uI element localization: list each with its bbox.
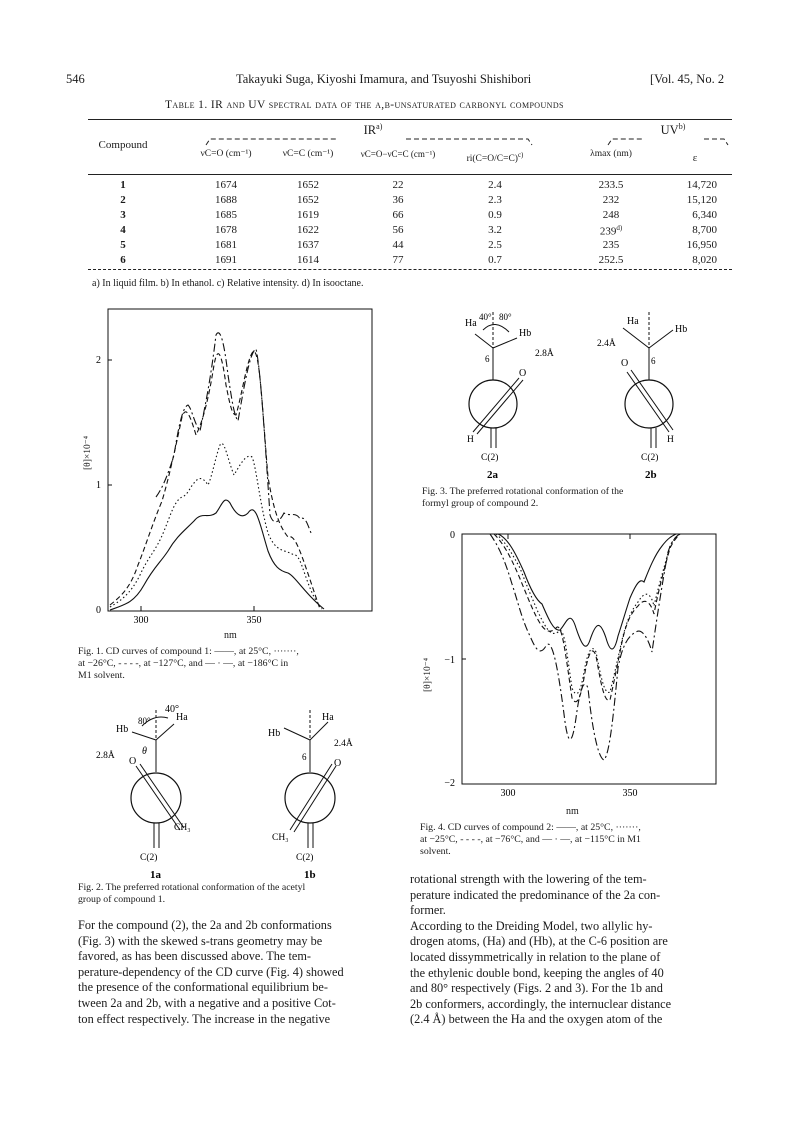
fig3-label-2a: 2a [487,469,498,480]
svg-text:Hb: Hb [268,728,281,739]
fig4-xtick-300: 300 [500,788,516,799]
fig1-xtick-300: 300 [133,615,149,626]
col-header-2: νC=C (cm⁻¹) [282,149,334,159]
table-cell: 248 [602,209,620,221]
fig3-conformer-2b [597,312,687,480]
fig4-caption: Fig. 4. CD curves of compound 2: ——, at 25°C, ·······, at −25°C, - - - -, at −76°C, and — · —, at −115°C in M1 solvent. [420,822,641,857]
table-cell: 15,120 [686,194,717,206]
fig3-label-2b: 2b [645,469,657,480]
svg-text:O: O [334,758,342,769]
fig2-diagram [84,700,394,878]
svg-text:O: O [519,368,527,379]
col-compound: Compound [98,139,148,151]
svg-text:θ: θ [142,746,147,757]
fig1-curve-minus127C [110,351,320,609]
table-cell: 2.3 [488,194,502,206]
fig4-xlabel: nm [566,806,579,817]
svg-text:2.4Å: 2.4Å [597,339,616,349]
svg-text:2.8Å: 2.8Å [96,751,115,761]
svg-text:C(2): C(2) [296,853,314,863]
fig1-curve-minus186C [156,333,312,535]
group-brace-lines [88,133,732,147]
svg-text:80°: 80° [499,312,512,322]
uv-footnote-marker: d) [616,224,623,232]
fig4-ytick-m2: −2 [444,778,455,789]
svg-text:H: H [667,435,674,445]
fig1-ytick-1: 1 [96,480,101,491]
body-text-right: rotational strength with the lowering of the tem- perature indicated the predominance of the 2a con- former. According to the Dreiding Model, two allylic hy- drogen atoms, (Ha) and (Hb), at the C-6 position are located dissymmetrically in relation to the plane of the ethylenic double bond, keeping the angles of 40 and 80° respectively (Figs. 2 and 3). For the 1b and 2b conformers, accordingly, the internuclear distance (2.4 Å) between the Ha and the oxygen atom of the [410,872,672,1027]
fig2-conformer-1b [268,710,353,878]
svg-text:Ha: Ha [465,318,477,329]
fig2-label-1a: 1a [150,869,161,878]
svg-text:40°: 40° [165,704,179,715]
table-cell: 1614 [297,254,319,266]
col-header-5: λmax (nm) [590,149,632,159]
page-number: 546 [66,72,85,86]
col-header-1: νC=O (cm⁻¹) [200,149,252,159]
fig4-ylabel: [θ]×10⁻⁴ [423,657,433,692]
table-cell: 2 [120,194,126,206]
fig4-xtick-350: 350 [622,788,638,799]
fig3-diagram [455,308,735,480]
svg-text:Ha: Ha [627,316,639,327]
table-cell: 1619 [297,209,319,221]
fig4-ytick-m1: −1 [444,655,455,666]
fig1-ytick-2: 2 [96,355,101,366]
table-cell: 8,020 [692,254,717,266]
group-ir: IR$^{a)}$ [363,122,383,138]
body-text-left: For the compound (2), the 2a and 2b conformations (Fig. 3) with the skewed s-trans geometry may be favored, as has been discussed above. The tem- perature-dependency of the CD curve (Fig. 4) showed the presence of the conformational equilibrium be- tween 2a and 2b, with a negative and a positive Cot- ton effect respectively. The increase in the negative [78,918,344,1026]
table-cell: 77 [392,254,404,266]
fig4-ytick-0: 0 [450,530,455,541]
fig1-curve-minus26C [110,443,322,609]
table-cell: 4 [120,224,126,236]
svg-text:H: H [467,435,474,445]
table-cell: 233.5 [598,179,624,191]
fig2-caption: Fig. 2. The preferred rotational conformation of the acetyl group of compound 1. [78,882,306,905]
table-cell: 239$^{d)}$ [599,224,623,238]
fig2-label-1b: 1b [304,869,316,878]
table-cell: 1652 [297,194,319,206]
fig2-conformer-1a [96,704,191,878]
fig1-xlabel: nm [224,630,237,641]
svg-text:6: 6 [485,354,490,364]
table-cell: 2.5 [488,239,502,251]
svg-text:C(2): C(2) [481,453,499,463]
table-cell: 1637 [297,239,319,251]
table-cell: 2.4 [488,179,502,191]
svg-text:Ha: Ha [322,712,334,723]
table-cell: 5 [120,239,126,251]
table-cell: 1622 [297,224,319,236]
svg-text:C(2): C(2) [641,453,659,463]
table-cell: 1685 [215,209,237,221]
table-cell: 14,720 [686,179,717,191]
fig4-curve-minus115C [490,534,680,760]
svg-text:O: O [129,756,137,767]
table-cell: 22 [392,179,404,191]
table-cell: 16,950 [686,239,717,251]
running-authors: Takayuki Suga, Kiyoshi Imamura, and Tsuyoshi Shishibori [236,72,532,86]
fig3-caption: Fig. 3. The preferred rotational conformation of the formyl group of compound 2. [422,486,624,509]
col-header-3: νC=O−νC=C (cm⁻¹) [360,149,436,159]
table-caption: Table 1. IR and UV spectral data of the α,β-unsaturated carbonyl compounds [165,99,564,111]
table-cell: 1691 [215,254,237,266]
table-cell: 0.7 [488,254,502,266]
table-cell: 3.2 [488,224,502,236]
table-cell: 66 [392,209,404,221]
table-cell: 8,700 [692,224,717,236]
svg-text:Hb: Hb [675,324,688,335]
svg-text:Ha: Ha [176,712,188,723]
table-cell: 232 [602,194,620,206]
svg-text:80°: 80° [138,716,151,726]
svg-text:2.8Å: 2.8Å [535,349,554,359]
fig1-ylabel: [θ]×10⁻⁴ [83,435,93,470]
table-cell: 235 [602,239,620,251]
table-cell: 44 [392,239,404,251]
svg-text:6: 6 [651,356,656,366]
fig4-curve-minus76C [494,534,680,702]
fig1-xtick-350: 350 [246,615,262,626]
svg-text:2.4Å: 2.4Å [334,739,353,749]
fig1-chart [84,305,374,635]
svg-text:6: 6 [302,752,307,762]
table-cell: 3 [120,209,126,221]
svg-text:40°: 40° [479,312,492,322]
table-cell: 252.5 [598,254,624,266]
table-cell: 1674 [215,179,237,191]
table-footnote: a) In liquid film. b) In ethanol. c) Relative intensity. d) In isooctane. [92,278,364,289]
table-cell: 36 [392,194,404,206]
fig4-chart [440,528,720,803]
table-cell: 56 [392,224,404,236]
table-cell: 1 [120,179,126,191]
svg-text:CH₃: CH₃ [174,823,191,833]
col-header-6: ε [692,152,698,164]
svg-text:C(2): C(2) [140,853,158,863]
svg-text:Hb: Hb [116,724,129,735]
fig3-conformer-2a [465,312,554,480]
table-cell: 6,340 [692,209,717,221]
group-uv: UV$^{b)}$ [660,122,686,138]
table-cell: 1688 [215,194,237,206]
volume-label: [Vol. 45, No. 2 [650,72,725,86]
fig1-caption: Fig. 1. CD curves of compound 1: ——, at 25°C, ·······, at −26°C, - - - -, at −127°C, and — · —, at −186°C in M1 solvent. [78,646,299,681]
table-cell: 6 [120,254,126,266]
col-header-4: ri(C=O/C=C)$^{c)}$ [466,151,524,165]
fig1-ytick-0: 0 [96,605,101,616]
table-cell: 1681 [215,239,237,251]
table-cell: 0.9 [488,209,502,221]
fig4-curve-minus25C [496,534,680,694]
svg-text:O: O [621,358,629,369]
svg-text:Hb: Hb [519,328,532,339]
table-cell: 1652 [297,179,319,191]
svg-text:CH₃: CH₃ [272,833,289,843]
table-cell: 1678 [215,224,237,236]
